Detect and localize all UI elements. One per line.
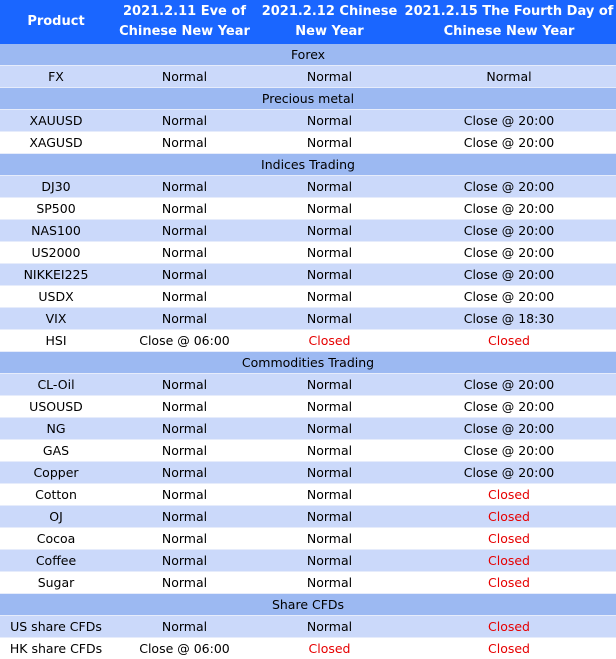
day-3-status-cell: Close @ 20:00 xyxy=(402,220,616,242)
day-3-status-cell: Close @ 20:00 xyxy=(402,374,616,396)
day-1-status-cell: Normal xyxy=(112,264,257,286)
table-row xyxy=(0,286,616,308)
day-1-status-cell: Normal xyxy=(112,418,257,440)
day-2-status-cell: Normal xyxy=(257,396,402,418)
day-3-status-cell: Closed xyxy=(402,528,616,550)
section-title: Forex xyxy=(0,44,616,66)
day-2-status-cell: Normal xyxy=(257,242,402,264)
table-row xyxy=(0,176,616,198)
product-cell: NIKKEI225 xyxy=(0,264,112,286)
day-3-status-cell: Closed xyxy=(402,330,616,352)
day-1-status-cell: Normal xyxy=(112,506,257,528)
table-row xyxy=(0,330,616,352)
day-1-status-cell: Normal xyxy=(112,462,257,484)
day-3-status-cell: Close @ 20:00 xyxy=(402,440,616,462)
header-day-2: 2021.2.12 Chinese New Year xyxy=(257,0,402,44)
day-3-status-cell: Closed xyxy=(402,550,616,572)
day-2-status-cell: Normal xyxy=(257,264,402,286)
product-cell: FX xyxy=(0,66,112,88)
day-2-status-cell: Closed xyxy=(257,330,402,352)
table-row xyxy=(0,198,616,220)
day-3-status-cell: Normal xyxy=(402,66,616,88)
product-cell: OJ xyxy=(0,506,112,528)
product-cell: Sugar xyxy=(0,572,112,594)
product-cell: XAUUSD xyxy=(0,110,112,132)
day-2-status-cell: Normal xyxy=(257,616,402,638)
table-row xyxy=(0,440,616,462)
day-3-status-cell: Closed xyxy=(402,484,616,506)
header-day-3: 2021.2.15 The Fourth Day of Chinese New Year xyxy=(402,0,616,44)
table-row xyxy=(0,616,616,638)
day-2-status-cell: Normal xyxy=(257,528,402,550)
section-header-row xyxy=(0,88,616,110)
day-2-status-cell: Normal xyxy=(257,286,402,308)
section-header-row xyxy=(0,594,616,616)
table-body xyxy=(0,44,616,659)
table-row xyxy=(0,132,616,154)
day-3-status-cell: Close @ 18:30 xyxy=(402,308,616,330)
day-3-status-cell: Close @ 20:00 xyxy=(402,286,616,308)
day-2-status-cell: Normal xyxy=(257,220,402,242)
table-row xyxy=(0,462,616,484)
table-row xyxy=(0,308,616,330)
day-3-status-cell: Closed xyxy=(402,616,616,638)
product-cell: NAS100 xyxy=(0,220,112,242)
table-row xyxy=(0,242,616,264)
day-1-status-cell: Normal xyxy=(112,286,257,308)
table-row xyxy=(0,396,616,418)
day-1-status-cell: Normal xyxy=(112,374,257,396)
day-3-status-cell: Close @ 20:00 xyxy=(402,418,616,440)
day-3-status-cell: Close @ 20:00 xyxy=(402,110,616,132)
day-1-status-cell: Normal xyxy=(112,572,257,594)
section-header-row xyxy=(0,154,616,176)
day-2-status-cell: Normal xyxy=(257,550,402,572)
day-1-status-cell: Normal xyxy=(112,528,257,550)
table-row xyxy=(0,506,616,528)
day-1-status-cell: Normal xyxy=(112,176,257,198)
day-1-status-cell: Normal xyxy=(112,484,257,506)
day-3-status-cell: Close @ 20:00 xyxy=(402,264,616,286)
product-cell: Cocoa xyxy=(0,528,112,550)
day-3-status-cell: Closed xyxy=(402,638,616,659)
day-1-status-cell: Normal xyxy=(112,616,257,638)
section-title: Indices Trading xyxy=(0,154,616,176)
product-cell: Copper xyxy=(0,462,112,484)
day-2-status-cell: Normal xyxy=(257,198,402,220)
header-day-1: 2021.2.11 Eve of Chinese New Year xyxy=(112,0,257,44)
day-1-status-cell: Normal xyxy=(112,308,257,330)
product-cell: HK share CFDs xyxy=(0,638,112,659)
day-3-status-cell: Close @ 20:00 xyxy=(402,198,616,220)
day-1-status-cell: Normal xyxy=(112,220,257,242)
day-1-status-cell: Normal xyxy=(112,550,257,572)
product-cell: CL-Oil xyxy=(0,374,112,396)
day-1-status-cell: Normal xyxy=(112,440,257,462)
section-header-row xyxy=(0,44,616,66)
product-cell: Cotton xyxy=(0,484,112,506)
day-2-status-cell: Normal xyxy=(257,132,402,154)
day-2-status-cell: Normal xyxy=(257,308,402,330)
day-2-status-cell: Normal xyxy=(257,110,402,132)
table-row xyxy=(0,374,616,396)
day-2-status-cell: Normal xyxy=(257,440,402,462)
day-1-status-cell: Normal xyxy=(112,132,257,154)
day-1-status-cell: Normal xyxy=(112,396,257,418)
day-1-status-cell: Normal xyxy=(112,198,257,220)
day-1-status-cell: Close @ 06:00 xyxy=(112,330,257,352)
day-2-status-cell: Normal xyxy=(257,374,402,396)
table-row xyxy=(0,550,616,572)
day-2-status-cell: Closed xyxy=(257,638,402,659)
table-row xyxy=(0,572,616,594)
day-2-status-cell: Normal xyxy=(257,66,402,88)
day-1-status-cell: Normal xyxy=(112,66,257,88)
table-row xyxy=(0,66,616,88)
day-3-status-cell: Close @ 20:00 xyxy=(402,132,616,154)
day-2-status-cell: Normal xyxy=(257,176,402,198)
day-1-status-cell: Normal xyxy=(112,110,257,132)
table-row xyxy=(0,220,616,242)
day-3-status-cell: Closed xyxy=(402,506,616,528)
table-row xyxy=(0,110,616,132)
day-3-status-cell: Close @ 20:00 xyxy=(402,242,616,264)
table-row xyxy=(0,528,616,550)
product-cell: VIX xyxy=(0,308,112,330)
section-header-row xyxy=(0,352,616,374)
product-cell: US2000 xyxy=(0,242,112,264)
section-title: Precious metal xyxy=(0,88,616,110)
product-cell: HSI xyxy=(0,330,112,352)
product-cell: GAS xyxy=(0,440,112,462)
day-1-status-cell: Normal xyxy=(112,242,257,264)
day-3-status-cell: Close @ 20:00 xyxy=(402,462,616,484)
day-3-status-cell: Close @ 20:00 xyxy=(402,176,616,198)
section-title: Commodities Trading xyxy=(0,352,616,374)
day-2-status-cell: Normal xyxy=(257,418,402,440)
product-cell: US share CFDs xyxy=(0,616,112,638)
day-3-status-cell: Closed xyxy=(402,572,616,594)
product-cell: USOUSD xyxy=(0,396,112,418)
day-2-status-cell: Normal xyxy=(257,484,402,506)
product-cell: XAGUSD xyxy=(0,132,112,154)
day-2-status-cell: Normal xyxy=(257,506,402,528)
product-cell: Coffee xyxy=(0,550,112,572)
product-cell: DJ30 xyxy=(0,176,112,198)
day-1-status-cell: Close @ 06:00 xyxy=(112,638,257,659)
day-2-status-cell: Normal xyxy=(257,572,402,594)
day-2-status-cell: Normal xyxy=(257,462,402,484)
table-row xyxy=(0,638,616,659)
product-cell: SP500 xyxy=(0,198,112,220)
table-row xyxy=(0,418,616,440)
day-3-status-cell: Close @ 20:00 xyxy=(402,396,616,418)
table-row xyxy=(0,264,616,286)
table-row xyxy=(0,484,616,506)
table-header-row xyxy=(0,0,616,44)
product-cell: USDX xyxy=(0,286,112,308)
section-title: Share CFDs xyxy=(0,594,616,616)
product-cell: NG xyxy=(0,418,112,440)
header-product: Product xyxy=(0,0,112,44)
